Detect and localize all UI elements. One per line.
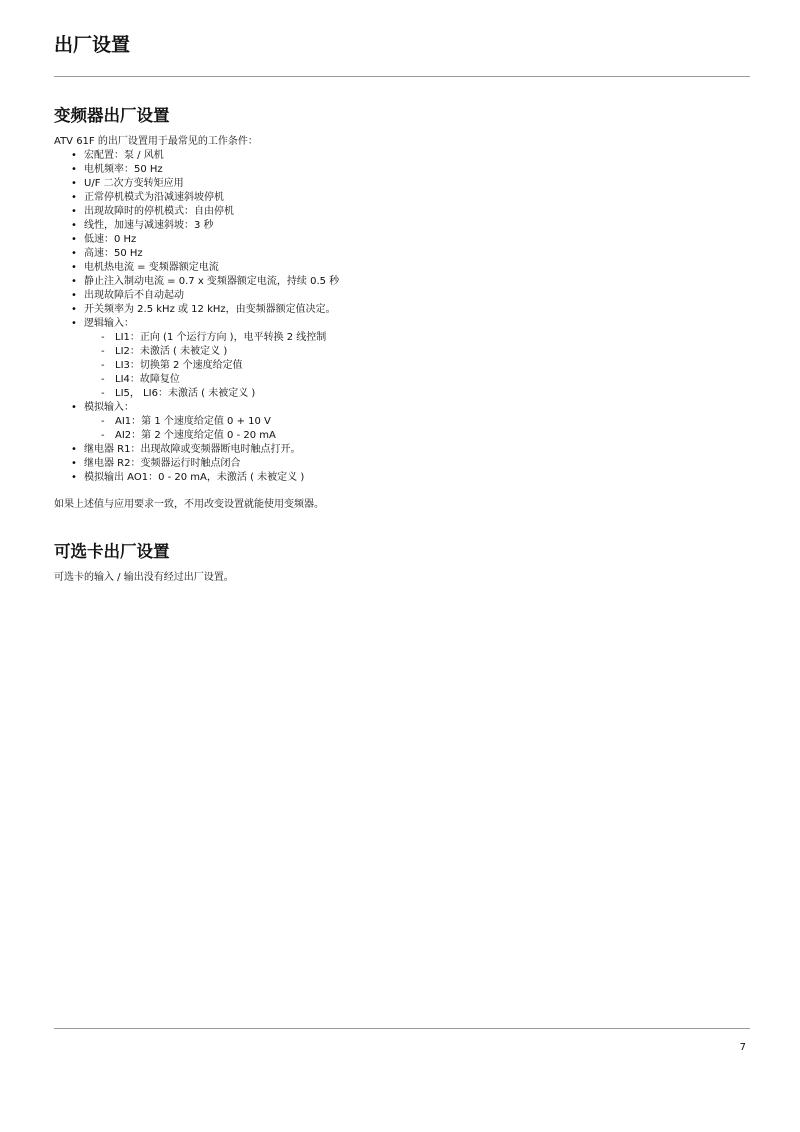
bullet-icon: • bbox=[71, 304, 77, 315]
list-item bbox=[71, 289, 750, 303]
list-item-text: 逻辑输入： bbox=[84, 318, 134, 329]
list-item-text: 出现故障后不自动起动 bbox=[84, 290, 184, 301]
section-title: 可选卡出厂设置 bbox=[54, 542, 170, 561]
list-item-text: 电机频率：50 Hz bbox=[84, 164, 163, 175]
section-option-card-factory-settings bbox=[54, 540, 750, 585]
list-item bbox=[71, 163, 750, 177]
footer-divider bbox=[54, 1028, 750, 1029]
sub-list-item-text: LI1：正向 (1 个运行方向 )，电平转换 2 线控制 bbox=[115, 332, 327, 343]
list-item-text: 继电器 R2：变频器运行时触点闭合 bbox=[84, 458, 241, 469]
list-item-text: 宏配置：泵 / 风机 bbox=[84, 150, 164, 161]
list-item bbox=[71, 275, 750, 289]
bullet-icon: • bbox=[71, 178, 77, 189]
bullet-icon: • bbox=[71, 276, 77, 287]
header-divider bbox=[54, 76, 750, 77]
option-card-text: 可选卡的输入 / 输出没有经过出厂设置。 bbox=[54, 572, 234, 583]
list-item-analog-inputs bbox=[71, 401, 750, 443]
sub-list-item-text: LI3：切换第 2 个速度给定值 bbox=[115, 360, 243, 371]
section-title: 变频器出厂设置 bbox=[54, 106, 170, 125]
list-item-text: 继电器 R1：出现故障或变频器断电时触点打开。 bbox=[84, 444, 301, 455]
list-item bbox=[71, 247, 750, 261]
bullet-icon: • bbox=[71, 458, 77, 469]
list-item-text: 线性，加速与减速斜坡：3 秒 bbox=[84, 220, 214, 231]
list-item bbox=[71, 443, 750, 457]
logic-inputs-list bbox=[84, 331, 750, 401]
sub-list-item bbox=[101, 359, 750, 373]
sub-list-item bbox=[101, 387, 750, 401]
page-title: 出厂设置 bbox=[54, 34, 131, 56]
list-item bbox=[71, 177, 750, 191]
sub-list-item bbox=[101, 373, 750, 387]
list-item-text: U/F 二次方变转矩应用 bbox=[84, 178, 184, 189]
sub-list-item bbox=[101, 429, 750, 443]
list-item-text: 低速：0 Hz bbox=[84, 234, 137, 245]
bullet-icon: • bbox=[71, 318, 77, 329]
dash-icon: - bbox=[101, 430, 105, 441]
list-item-logic-inputs bbox=[71, 317, 750, 401]
sub-list-item bbox=[101, 331, 750, 345]
list-item bbox=[71, 205, 750, 219]
list-item bbox=[71, 303, 750, 317]
list-item bbox=[71, 233, 750, 247]
sub-list-item-text: LI4：故障复位 bbox=[115, 374, 180, 385]
bullet-icon: • bbox=[71, 472, 77, 483]
dash-icon: - bbox=[101, 332, 105, 343]
list-item bbox=[71, 191, 750, 205]
list-item bbox=[71, 149, 750, 163]
list-item-text: 出现故障时的停机模式：自由停机 bbox=[84, 206, 234, 217]
list-item bbox=[71, 261, 750, 275]
dash-icon: - bbox=[101, 374, 105, 385]
list-item-text: 模拟输入： bbox=[84, 402, 134, 413]
bullet-icon: • bbox=[71, 444, 77, 455]
bullet-icon: • bbox=[71, 290, 77, 301]
list-item-text: 开关频率为 2.5 kHz 或 12 kHz，由变频器额定值决定。 bbox=[84, 304, 336, 315]
bullet-icon: • bbox=[71, 262, 77, 273]
list-item-text: 电机热电流 = 变频器额定电流 bbox=[84, 262, 219, 273]
bullet-icon: • bbox=[71, 150, 77, 161]
bullet-icon: • bbox=[71, 220, 77, 231]
closing-text: 如果上述值与应用要求一致，不用改变设置就能使用变频器。 bbox=[54, 499, 324, 510]
list-item-text: 高速：50 Hz bbox=[84, 248, 143, 259]
bullet-icon: • bbox=[71, 248, 77, 259]
page-header bbox=[54, 30, 750, 60]
list-item bbox=[71, 471, 750, 485]
sub-list-item bbox=[101, 415, 750, 429]
list-item bbox=[71, 457, 750, 471]
dash-icon: - bbox=[101, 388, 105, 399]
sub-list-item-text: LI5， LI6：未激活 ( 未被定义 ) bbox=[115, 388, 256, 399]
dash-icon: - bbox=[101, 360, 105, 371]
list-item-text: 静止注入制动电流 = 0.7 x 变频器额定电流，持续 0.5 秒 bbox=[84, 276, 340, 287]
list-item-text: 正常停机模式为沿减速斜坡停机 bbox=[84, 192, 224, 203]
sub-list-item-text: LI2：未激活 ( 未被定义 ) bbox=[115, 346, 228, 357]
bullet-icon: • bbox=[71, 192, 77, 203]
section-drive-factory-settings bbox=[54, 104, 750, 512]
bullet-icon: • bbox=[71, 402, 77, 413]
intro-text: ATV 61F 的出厂设置用于最常见的工作条件： bbox=[54, 136, 258, 147]
bullet-icon: • bbox=[71, 234, 77, 245]
list-item bbox=[71, 219, 750, 233]
dash-icon: - bbox=[101, 416, 105, 427]
list-item-text: 模拟输出 AO1：0 - 20 mA，未激活 ( 未被定义 ) bbox=[84, 472, 305, 483]
bullet-icon: • bbox=[71, 206, 77, 217]
dash-icon: - bbox=[101, 346, 105, 357]
analog-inputs-list bbox=[84, 415, 750, 443]
page-number: 7 bbox=[739, 1042, 746, 1053]
sub-list-item-text: AI2：第 2 个速度给定值 0 - 20 mA bbox=[115, 430, 276, 441]
sub-list-item bbox=[101, 345, 750, 359]
bullet-icon: • bbox=[71, 164, 77, 175]
settings-list bbox=[54, 149, 750, 485]
sub-list-item-text: AI1：第 1 个速度给定值 0 + 10 V bbox=[115, 416, 271, 427]
